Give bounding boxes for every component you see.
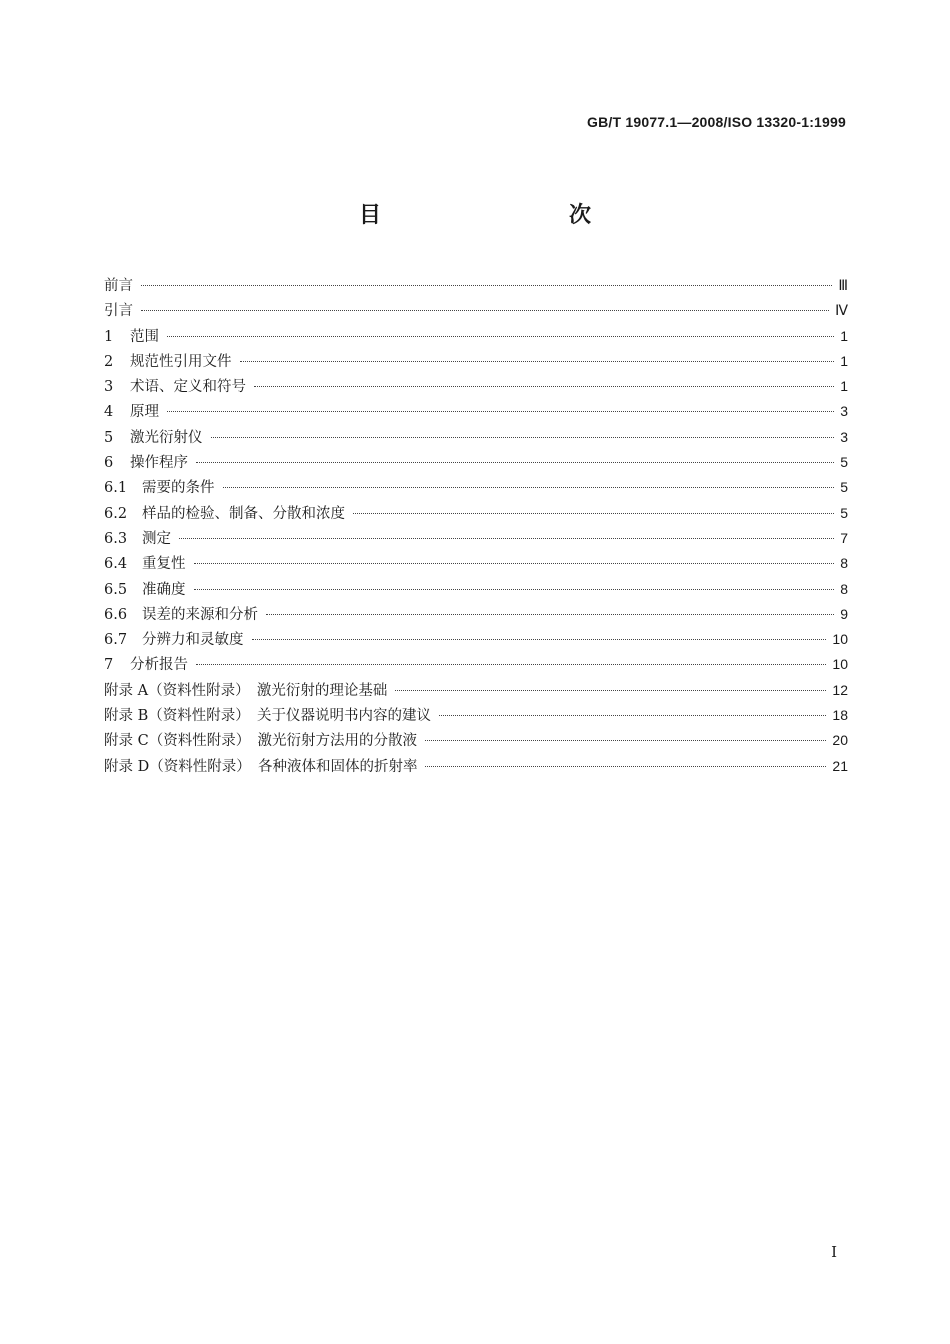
toc-dot-leader	[196, 664, 826, 665]
toc-entry-text: 附录 A（资料性附录） 激光衍射的理论基础	[104, 682, 388, 699]
toc-entry-label	[104, 578, 186, 603]
toc-entry-label	[104, 603, 258, 628]
toc-entry	[104, 501, 848, 526]
toc-entry-number: 7	[104, 657, 114, 674]
toc-dot-leader	[194, 563, 835, 564]
toc-entry-page: Ⅳ	[835, 302, 848, 319]
toc-entry	[104, 399, 848, 424]
toc-entry-number: 1	[104, 328, 114, 345]
toc-entry-text: 测定	[142, 530, 171, 547]
toc-dot-leader	[254, 386, 834, 387]
toc-entry-text: 准确度	[142, 581, 186, 598]
toc-entry-page: 1	[840, 378, 848, 395]
toc-entry-label	[104, 729, 417, 754]
toc-entry	[104, 526, 848, 551]
toc-dot-leader	[439, 715, 826, 716]
toc-entry-label	[104, 325, 159, 350]
toc-entry-page: 5	[840, 504, 848, 521]
toc-entry-text: 误差的来源和分析	[142, 606, 258, 623]
toc-entry-text: 附录 D（资料性附录） 各种液体和固体的折射率	[104, 758, 418, 775]
toc-entry-label	[104, 350, 232, 375]
toc-entry-page: 3	[840, 403, 848, 420]
toc-entry-label	[104, 552, 186, 577]
toc-entry-number: 6.5	[104, 581, 128, 598]
toc-entry-number: 6.2	[104, 505, 128, 522]
toc-entry	[104, 298, 848, 323]
toc-entry-text: 术语、定义和符号	[130, 379, 246, 396]
toc-entry-page: Ⅲ	[838, 277, 848, 293]
toc-entry	[104, 349, 848, 374]
toc-entry-page: 3	[840, 428, 848, 445]
toc-entry-page: 10	[832, 631, 848, 648]
toc-entry-label	[104, 400, 159, 425]
toc-entry-label	[104, 476, 215, 501]
toc-entry-page: 1	[840, 352, 848, 369]
toc-entry-text: 分析报告	[130, 657, 188, 674]
toc-entry	[104, 652, 848, 677]
table-of-contents	[104, 273, 848, 779]
toc-entry	[104, 627, 848, 652]
toc-dot-leader	[223, 487, 835, 488]
toc-entry-number: 6.1	[104, 480, 128, 497]
toc-entry-text: 需要的条件	[142, 480, 215, 497]
toc-entry-page: 7	[840, 529, 848, 546]
toc-entry	[104, 678, 848, 703]
toc-entry-number: 6.4	[104, 556, 128, 573]
toc-entry-number: 3	[104, 379, 114, 396]
toc-entry-text: 原理	[130, 404, 159, 421]
toc-entry-page: 9	[840, 605, 848, 622]
toc-entry-page: 12	[832, 681, 848, 698]
toc-dot-leader	[425, 740, 826, 741]
toc-entry	[104, 754, 848, 779]
toc-entry-label	[104, 527, 171, 552]
toc-entry-number: 5	[104, 429, 114, 446]
toc-entry-number: 6.3	[104, 530, 128, 547]
toc-entry-page: 5	[840, 454, 848, 471]
toc-entry-text: 操作程序	[130, 455, 188, 472]
toc-entry-number: 6.7	[104, 632, 128, 649]
toc-entry-text: 分辨力和灵敏度	[142, 632, 244, 649]
toc-entry-label	[104, 502, 345, 527]
toc-entry-page: 5	[840, 479, 848, 496]
toc-entry-number: 4	[104, 404, 114, 421]
toc-entry	[104, 450, 848, 475]
toc-dot-leader	[141, 310, 829, 311]
toc-entry-label	[104, 628, 244, 653]
toc-entry	[104, 425, 848, 450]
toc-entry-text: 重复性	[142, 556, 186, 573]
toc-entry	[104, 577, 848, 602]
toc-dot-leader	[395, 690, 826, 691]
toc-entry-page: 10	[832, 656, 848, 673]
toc-dot-leader	[353, 513, 834, 514]
toc-entry	[104, 703, 848, 728]
toc-entry-page: 8	[840, 580, 848, 597]
toc-entry	[104, 602, 848, 627]
toc-entry-page: 21	[832, 757, 848, 774]
toc-entry-page: 1	[840, 327, 848, 344]
toc-entry-label	[104, 299, 133, 324]
toc-entry	[104, 728, 848, 753]
page-title: 目 次	[358, 202, 639, 228]
toc-entry-text: 样品的检验、制备、分散和浓度	[142, 505, 345, 522]
toc-entry	[104, 324, 848, 349]
toc-entry-label	[104, 679, 387, 704]
toc-dot-leader	[179, 538, 834, 539]
toc-entry-label	[104, 653, 188, 678]
toc-entry-page: 18	[832, 707, 848, 724]
toc-entry-label	[104, 426, 203, 451]
page-number: I	[831, 1243, 837, 1261]
toc-dot-leader	[196, 462, 834, 463]
toc-entry-label	[104, 451, 188, 476]
toc-dot-leader	[252, 639, 827, 640]
toc-dot-leader	[266, 614, 834, 615]
toc-entry-label	[104, 375, 246, 400]
toc-entry	[104, 551, 848, 576]
toc-entry-number: 6.6	[104, 606, 128, 623]
toc-entry-text: 规范性引用文件	[130, 353, 232, 370]
toc-dot-leader	[211, 437, 835, 438]
toc-entry-page: 20	[832, 732, 848, 749]
toc-entry-label	[104, 274, 133, 299]
toc-entry-text: 附录 B（资料性附录） 关于仪器说明书内容的建议	[104, 708, 432, 725]
toc-entry-page: 8	[840, 555, 848, 572]
toc-entry-number: 2	[104, 353, 114, 370]
toc-dot-leader	[167, 336, 834, 337]
toc-entry	[104, 273, 848, 298]
toc-dot-leader	[167, 411, 834, 412]
toc-entry-number: 6	[104, 455, 114, 472]
toc-entry-text: 激光衍射仪	[130, 429, 203, 446]
toc-entry-label	[104, 755, 417, 780]
toc-entry-text: 附录 C（资料性附录） 激光衍射方法用的分散液	[104, 733, 417, 750]
standard-number-header: GB/T 19077.1—2008/ISO 13320-1:1999	[587, 114, 846, 130]
toc-dot-leader	[240, 361, 835, 362]
toc-entry-text: 引言	[104, 303, 133, 320]
toc-dot-leader	[425, 766, 826, 767]
toc-entry-label	[104, 704, 431, 729]
toc-entry	[104, 475, 848, 500]
toc-entry	[104, 374, 848, 399]
toc-entry-text: 范围	[130, 328, 159, 345]
toc-dot-leader	[194, 589, 835, 590]
toc-entry-text: 前言	[104, 278, 133, 294]
toc-dot-leader	[141, 285, 832, 286]
